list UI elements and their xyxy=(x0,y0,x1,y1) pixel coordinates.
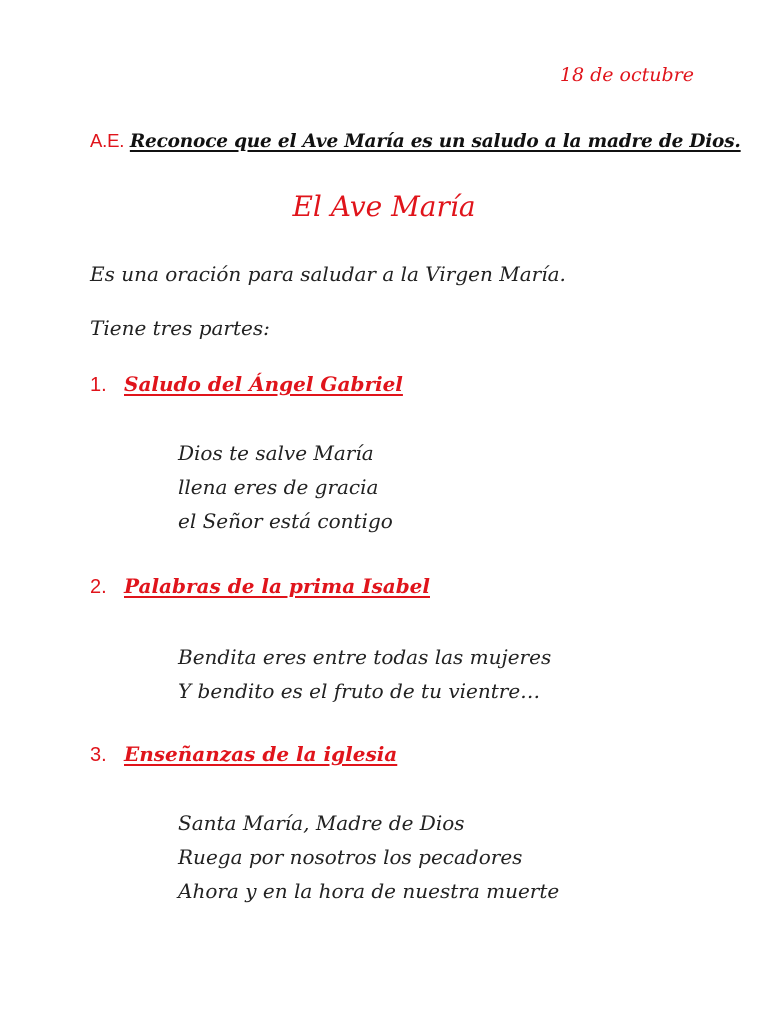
intro-text: Tiene tres partes: xyxy=(90,316,270,340)
section-heading xyxy=(90,574,430,599)
section-label: Palabras de la prima Isabel xyxy=(124,574,430,598)
page-title: El Ave María xyxy=(292,190,476,223)
objective-text: Reconoce que el Ave María es un saludo a la madre de Dios. xyxy=(129,131,741,152)
verse-line: Y bendito es el fruto de tu vientre… xyxy=(178,679,541,703)
section-label: Saludo del Ángel Gabriel xyxy=(124,372,403,396)
prayer-verse xyxy=(178,640,551,708)
verse-line: llena eres de gracia xyxy=(178,475,379,499)
verse-line: el Señor está contigo xyxy=(178,509,393,533)
verse-line: Santa María, Madre de Dios xyxy=(178,811,465,835)
section-number: 2. xyxy=(90,576,107,598)
verse-line: Ahora y en la hora de nuestra muerte xyxy=(178,879,560,903)
section-heading xyxy=(90,372,403,397)
date: 18 de octubre xyxy=(559,64,694,86)
verse-line: Bendita eres entre todas las mujeres xyxy=(178,645,552,669)
section-heading xyxy=(90,742,397,767)
intro-text: Es una oración para saludar a la Virgen María. xyxy=(90,262,566,286)
learning-objective xyxy=(90,130,741,152)
section-number: 3. xyxy=(90,744,107,766)
section-label: Enseñanzas de la iglesia xyxy=(124,742,398,766)
verse-line: Dios te salve María xyxy=(178,441,374,465)
objective-tag: A.E. xyxy=(90,130,125,151)
prayer-verse xyxy=(178,436,393,538)
prayer-verse xyxy=(178,806,559,908)
verse-line: Ruega por nosotros los pecadores xyxy=(178,845,523,869)
section-number: 1. xyxy=(90,374,107,396)
